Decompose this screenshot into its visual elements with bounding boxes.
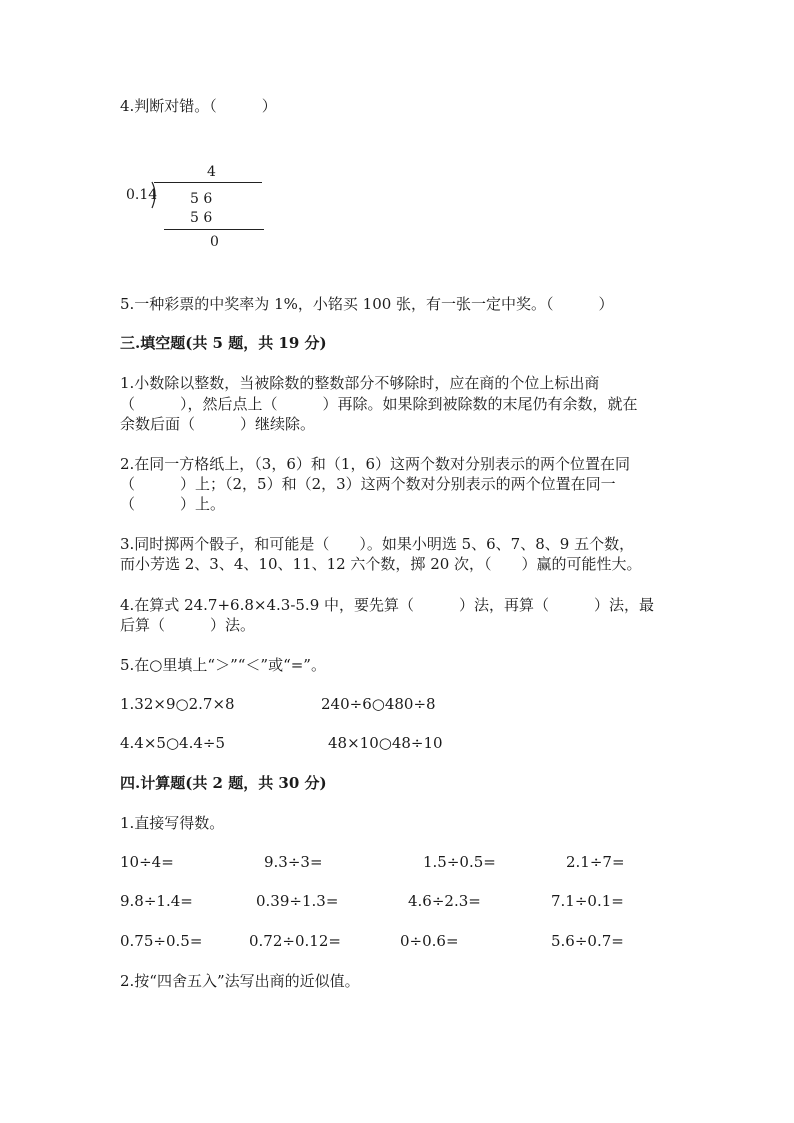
fill-q1-line3: 余数后面（ ）继续除。 <box>120 415 316 433</box>
long-division-figure <box>128 160 288 260</box>
fill-q2-line1: 2.在同一方格纸上，（3，6）和（1，6）这两个数对分别表示的两个位置在同 <box>120 455 630 473</box>
division-product: 5 6 <box>190 210 213 226</box>
calc-item: 9.3÷3= <box>264 853 323 871</box>
fill-q1-line1: 1.小数除以整数，当被除数的整数部分不够除时，应在商的个位上标出商 <box>120 374 600 392</box>
compare-row2-b: 48×10○48÷10 <box>328 734 443 752</box>
fill-q4-line1: 4.在算式 24.7+6.8×4.3-5.9 中，要先算（ ）法，再算（ ）法，最 <box>120 596 655 614</box>
calc-q1: 1.直接写得数。 <box>120 814 225 832</box>
compare-row2-a: 4.4×5○4.4÷5 <box>120 734 226 752</box>
judge-question-5: 5.一种彩票的中奖率为 1%，小铭买 100 张，有一张一定中奖。（ ） <box>120 295 614 313</box>
division-top-bar <box>154 182 262 183</box>
calc-item: 0.72÷0.12= <box>249 932 341 950</box>
calc-item: 0÷0.6= <box>400 932 459 950</box>
compare-row1-a: 1.32×9○2.7×8 <box>120 695 235 713</box>
fill-q3-line2: 而小芳选 2、3、4、10、11、12 六个数，掷 20 次，（ ）赢的可能性大。 <box>120 555 642 573</box>
division-bottom-bar <box>164 229 264 230</box>
fill-q2-line3: （ ）上。 <box>120 495 226 513</box>
calc-item: 1.5÷0.5= <box>423 853 496 871</box>
calc-item: 2.1÷7= <box>566 853 625 871</box>
section-4-title: 四.计算题(共 2 题，共 30 分) <box>120 774 327 792</box>
division-remainder: 0 <box>210 234 219 250</box>
calc-item: 0.75÷0.5= <box>120 932 203 950</box>
judge-question-4: 4.判断对错。（ ） <box>120 97 277 115</box>
calc-item: 4.6÷2.3= <box>408 892 481 910</box>
division-quotient: 4 <box>207 164 216 180</box>
calc-q2: 2.按“四舍五入”法写出商的近似值。 <box>120 972 360 990</box>
fill-q2-line2: （ ）上；（2，5）和（2，3）这两个数对分别表示的两个位置在同一 <box>120 475 616 493</box>
division-divisor: 0.14 <box>126 187 158 203</box>
section-3-title: 三.填空题(共 5 题，共 19 分) <box>120 334 327 352</box>
calc-item: 9.8÷1.4= <box>120 892 193 910</box>
compare-row1-b: 240÷6○480÷8 <box>321 695 436 713</box>
fill-q5: 5.在○里填上“＞”“＜”或“=”。 <box>120 656 326 674</box>
calc-item: 7.1÷0.1= <box>551 892 624 910</box>
calc-item: 0.39÷1.3= <box>256 892 339 910</box>
fill-q1-line2: （ ），然后点上（ ）再除。如果除到被除数的末尾仍有余数，就在 <box>120 395 638 413</box>
fill-q4-line2: 后算（ ）法。 <box>120 616 256 634</box>
calc-item: 5.6÷0.7= <box>551 932 624 950</box>
division-dividend: 5 6 <box>190 191 213 207</box>
fill-q3-line1: 3.同时掷两个骰子，和可能是（ ）。如果小明选 5、6、7、8、9 五个数， <box>120 535 635 553</box>
calc-item: 10÷4= <box>120 853 174 871</box>
